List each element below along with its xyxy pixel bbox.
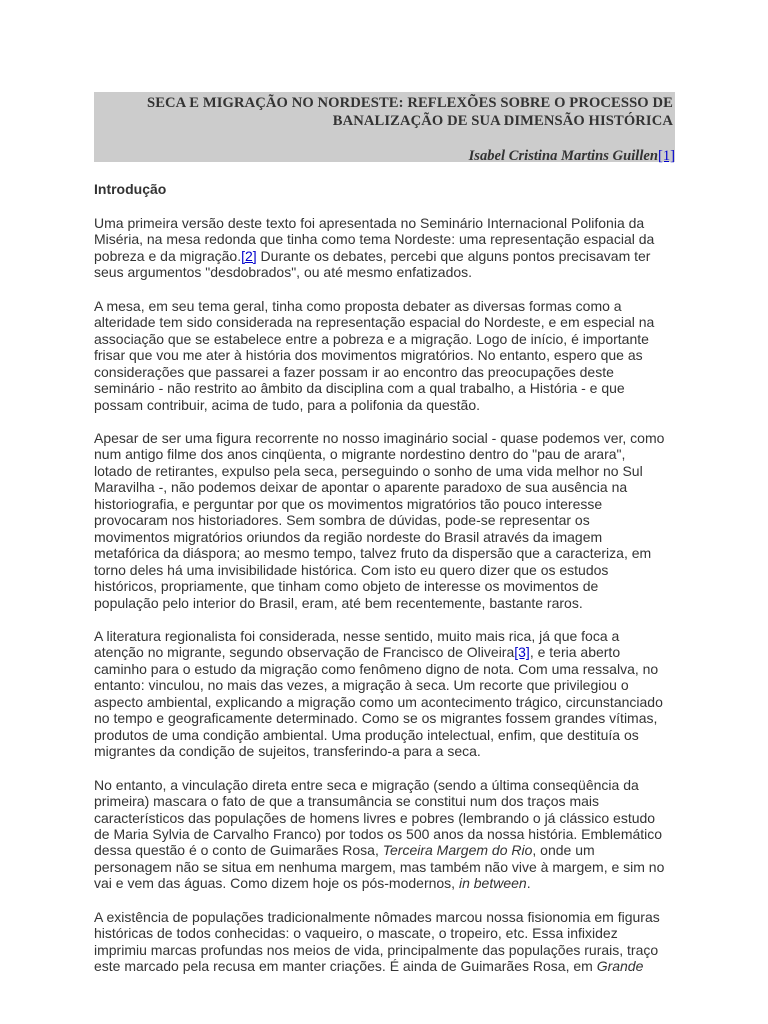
text-span: , onde um [532, 842, 595, 859]
paragraph-5 [94, 777, 678, 892]
text-span: atenção no migrante, segundo observação de Francisco de Oliveira [94, 644, 515, 661]
text-line [94, 958, 678, 974]
text-span: Durante os debates, percebi que alguns pontos precisavam ter [256, 247, 651, 264]
text-line: Apesar de ser uma figura recorrente no nosso imaginário social - quase podemos ver, como [94, 429, 665, 446]
text-line: metafórica da diáspora; ao mesmo tempo, talvez fruto da dispersão que a caracteriza, em [94, 545, 652, 562]
text-line: movimentos migratórios oriundos da região nordeste do Brasil através da imagem [94, 528, 603, 545]
text-line: alteridade tem sido considerada na representação espacial do Nordeste, e em especial na [94, 314, 655, 331]
text-line: historiografia, e perguntar por que os movimentos migratórios tão pouco interesse [94, 495, 603, 512]
text-line: característicos das populações de homens livres e pobres (lembrando o já clássico estudo [94, 809, 656, 826]
paragraph-1 [94, 215, 678, 281]
text-span: . [526, 875, 531, 892]
text-line: produtos de uma condição ambiental. Uma produção intelectual, enfim, que destituía os [94, 726, 639, 743]
italic-phrase: in between [458, 875, 527, 892]
title-line-2: BANALIZAÇÃO DE SUA DIMENSÃO HISTÓRICA [332, 113, 673, 129]
text-line: no tempo e geograficamente determinado. Como se os migrantes fossem grandes vítimas, [94, 710, 658, 727]
text-line: primeira) mascara o fato de que a transumância se constitui num dos traços mais [94, 793, 600, 810]
text-span: pobreza e da migração. [94, 247, 242, 264]
text-line: históricos, propriamente, que tinham como objeto de interesse os movimentos de [94, 578, 599, 595]
text-line: seus argumentos "desdobrados", ou até mesmo enfatizados. [94, 264, 473, 281]
book-title: Grande [596, 958, 644, 975]
text-line: imprimiu marcas profundas nos meios de vida, principalmente das populações rurais, traço [94, 941, 659, 958]
document-title [98, 94, 673, 130]
footnote-link-1[interactable]: [1] [657, 148, 675, 164]
text-line [94, 842, 678, 858]
text-line: migrantes da condição de sujeitos, transferindo-a para a seca. [94, 743, 481, 760]
footnote-link-3[interactable]: [3] [514, 644, 530, 661]
text-line: aspecto ambiental, explicando a migração como um acontecimento trágico, circunstanciado [94, 693, 663, 710]
paragraph-4 [94, 628, 678, 760]
section-heading: Introdução [94, 181, 167, 197]
text-line: A existência de populações tradicionalmente nômades marcou nossa fisionomia em figuras [94, 908, 660, 925]
text-line: de Maria Sylvia de Carvalho Franco) por todos os 500 anos da nossa história. Emblemático [94, 825, 663, 842]
text-line [94, 875, 678, 891]
paragraph-6 [94, 909, 678, 975]
article-body [94, 215, 678, 992]
author-name: Isabel Cristina Martins Guillen [468, 148, 658, 164]
text-line: Miséria, na mesa redonda que tinha como tema Nordeste: uma representação espacial da [94, 231, 655, 248]
book-title: Terceira Margem do Rio [382, 842, 533, 859]
text-span: , e teria aberto [529, 644, 621, 661]
text-span: vai e vem das águas. Como dizem hoje os pós-modernos, [94, 875, 459, 892]
text-line: A mesa, em seu tema geral, tinha como proposta debater as diversas formas como a [94, 297, 622, 314]
text-line: associação que se estabelece entre a pobreza e a migração. Logo de início, é importante [94, 330, 649, 347]
title-block [94, 92, 675, 162]
text-line: entanto: vinculou, no mais das vezes, a migração à seca. Um recorte que privilegiou o [94, 677, 629, 694]
text-line: torno deles há uma invisibilidade histórica. Com isto eu quero dizer que os estudos [94, 561, 609, 578]
paragraph-3 [94, 430, 678, 611]
text-line: No entanto, a vinculação direta entre seca e migração (sendo a última conseqüência da [94, 776, 639, 793]
text-line [94, 644, 678, 660]
text-line: considerações que passarei a fazer possam ir ao encontro das preocupações deste [94, 363, 614, 380]
text-line: históricas de todos conhecidas: o vaqueiro, o mascate, o tropeiro, etc. Essa infixidez [94, 925, 618, 942]
text-line: provocaram nos historiadores. Sem sombra de dúvidas, pode-se representar os [94, 512, 590, 529]
text-line: lotado de retirantes, expulso pela seca, perseguindo o sonho de uma vida melhor no Sul [94, 462, 643, 479]
text-line: personagem não se situa em nenhuma margem, mas também não vive à margem, e sim no [94, 858, 665, 875]
title-line-1: SECA E MIGRAÇÃO NO NORDESTE: REFLEXÕES SOBRE O PROCESSO DE [146, 95, 673, 111]
text-line: Maravilha -, não podemos deixar de apontar o aparente paradoxo de sua ausência na [94, 479, 628, 496]
text-line: seminário - não restrito ao âmbito da disciplina com a qual trabalho, a História - e que [94, 380, 625, 397]
text-line: A literatura regionalista foi considerada, nesse sentido, muito mais rica, já que foca a [94, 627, 620, 644]
text-line: população pelo interior do Brasil, eram, até bem recentemente, bastante raros. [94, 594, 583, 611]
text-span: este marcado pela recusa em manter criações. É ainda de Guimarães Rosa, em [94, 958, 597, 975]
text-line: Uma primeira versão deste texto foi apresentada no Seminário Internacional Polifonia da [94, 215, 645, 231]
author-line [469, 147, 675, 165]
text-line: caminho para o estudo da migração como fenômeno digno de nota. Com uma ressalva, no [94, 660, 659, 677]
text-line: num antigo filme dos anos cinqüenta, o migrante nordestino dentro do "pau de arara", [94, 446, 626, 463]
text-line [94, 248, 678, 264]
text-line: frisar que vou me ater à história dos movimentos migratórios. No entanto, espero que as [94, 347, 643, 364]
footnote-link-2[interactable]: [2] [241, 247, 257, 264]
text-line: possam contribuir, acima de tudo, para a polifonia da questão. [94, 396, 481, 413]
text-span: dessa questão é o conto de Guimarães Rosa, [94, 842, 383, 859]
paragraph-2 [94, 298, 678, 413]
